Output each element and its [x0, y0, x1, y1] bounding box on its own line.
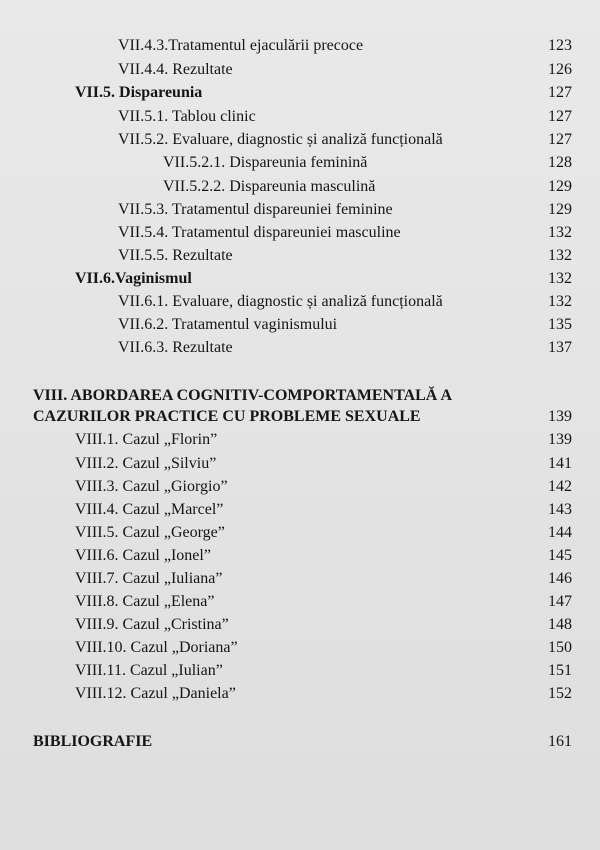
- toc-entry-page: 137: [548, 339, 572, 356]
- case-title: VIII.1. Cazul „Florin”: [75, 431, 218, 448]
- toc-entry: [0, 244, 600, 268]
- toc-case-entry: [0, 428, 600, 452]
- case-title: VIII.3. Cazul „Giorgio”: [75, 478, 228, 495]
- toc-entry: [0, 198, 600, 222]
- case-title: VIII.8. Cazul „Elena”: [75, 593, 215, 610]
- chapter-title-line1: VIII. ABORDAREA COGNITIV-COMPORTAMENTALĂ A: [33, 387, 453, 404]
- case-page: 142: [548, 478, 572, 495]
- toc-case-entry: [0, 682, 600, 706]
- toc-case-entry: [0, 521, 600, 545]
- toc-case-entry: [0, 498, 600, 522]
- toc-entry: [0, 221, 600, 245]
- case-title: VIII.12. Cazul „Daniela”: [75, 685, 236, 702]
- chapter-title-line2: CAZURILOR PRACTICE CU PROBLEME SEXUALE: [33, 408, 421, 425]
- toc-case-entry: [0, 613, 600, 637]
- toc-entry-title: VII.5.2.2. Dispareunia masculină: [163, 178, 376, 195]
- bibliography-title: BIBLIOGRAFIE: [33, 733, 153, 750]
- case-page: 146: [548, 570, 572, 587]
- case-title: VIII.4. Cazul „Marcel”: [75, 501, 224, 518]
- toc-case-entry: [0, 544, 600, 568]
- toc-case-entry: [0, 590, 600, 614]
- toc-entry-title: VII.4.4. Rezultate: [118, 61, 233, 78]
- case-title: VIII.6. Cazul „Ionel”: [75, 547, 211, 564]
- toc-entry-page: 128: [548, 154, 572, 171]
- bibliography-page: 161: [548, 733, 572, 750]
- toc-entry-title: VII.5.3. Tratamentul dispareuniei feminine: [118, 201, 393, 218]
- toc-entry: [0, 336, 600, 360]
- chapter-page: 139: [548, 408, 572, 425]
- case-title: VIII.2. Cazul „Silviu”: [75, 455, 217, 472]
- toc-entry-title: VII.5.4. Tratamentul dispareuniei masculine: [118, 224, 401, 241]
- toc-entry-page: 132: [548, 224, 572, 241]
- toc-entry-title: VII.6.3. Rezultate: [118, 339, 233, 356]
- case-page: 150: [548, 639, 572, 656]
- case-page: 147: [548, 593, 572, 610]
- toc-entry-title: VII.5.2.1. Dispareunia feminină: [163, 154, 368, 171]
- toc-case-entry: [0, 636, 600, 660]
- toc-entry: [0, 128, 600, 152]
- toc-entry-title: VII.5.5. Rezultate: [118, 247, 233, 264]
- toc-entry-page: 127: [548, 108, 572, 125]
- toc-entry-page: 129: [548, 201, 572, 218]
- case-page: 145: [548, 547, 572, 564]
- case-page: 148: [548, 616, 572, 633]
- case-page: 152: [548, 685, 572, 702]
- toc-entry-title: VII.5.1. Tablou clinic: [118, 108, 256, 125]
- case-page: 144: [548, 524, 572, 541]
- case-title: VIII.11. Cazul „Iulian”: [75, 662, 223, 679]
- toc-entry-page: 129: [548, 178, 572, 195]
- toc-entry: [0, 151, 600, 175]
- case-title: VIII.5. Cazul „George”: [75, 524, 225, 541]
- case-page: 143: [548, 501, 572, 518]
- toc-entry: [0, 175, 600, 199]
- toc-entry-page: 126: [548, 61, 572, 78]
- case-page: 151: [548, 662, 572, 679]
- toc-entry: [0, 313, 600, 337]
- toc-entry: [0, 105, 600, 129]
- toc-case-entry: [0, 659, 600, 683]
- toc-case-entry: [0, 452, 600, 476]
- toc-entry-page: 132: [548, 293, 572, 310]
- toc-entry: [0, 290, 600, 314]
- toc-entry-page: 135: [548, 316, 572, 333]
- toc-entry: [0, 34, 600, 58]
- toc-case-entry: [0, 475, 600, 499]
- toc-entry-page: 132: [548, 247, 572, 264]
- case-title: VIII.9. Cazul „Cristina”: [75, 616, 229, 633]
- toc-entry-title: VII.6.2. Tratamentul vaginismului: [118, 316, 338, 333]
- toc-entry-title: VII.4.3.Tratamentul ejaculării precoce: [118, 37, 364, 54]
- case-page: 139: [548, 431, 572, 448]
- toc-section-page: 127: [548, 84, 572, 101]
- case-title: VIII.7. Cazul „Iuliana”: [75, 570, 223, 587]
- toc-entry-title: VII.6.1. Evaluare, diagnostic și analiză funcțională: [118, 293, 443, 310]
- toc-section-title: VII.6.Vaginismul: [75, 270, 192, 287]
- toc-section: [0, 267, 600, 291]
- toc-entry-page: 127: [548, 131, 572, 148]
- toc-section-page: 132: [548, 270, 572, 287]
- case-title: VIII.10. Cazul „Doriana”: [75, 639, 238, 656]
- toc-section-title: VII.5. Dispareunia: [75, 84, 203, 101]
- toc-case-entry: [0, 567, 600, 591]
- toc-entry: [0, 58, 600, 82]
- toc-section: [0, 81, 600, 105]
- toc-entry-title: VII.5.2. Evaluare, diagnostic și analiză funcțională: [118, 131, 443, 148]
- case-page: 141: [548, 455, 572, 472]
- toc-entry-page: 123: [548, 37, 572, 54]
- chapter-heading-line2: [0, 405, 600, 429]
- toc-bibliography: [0, 730, 600, 754]
